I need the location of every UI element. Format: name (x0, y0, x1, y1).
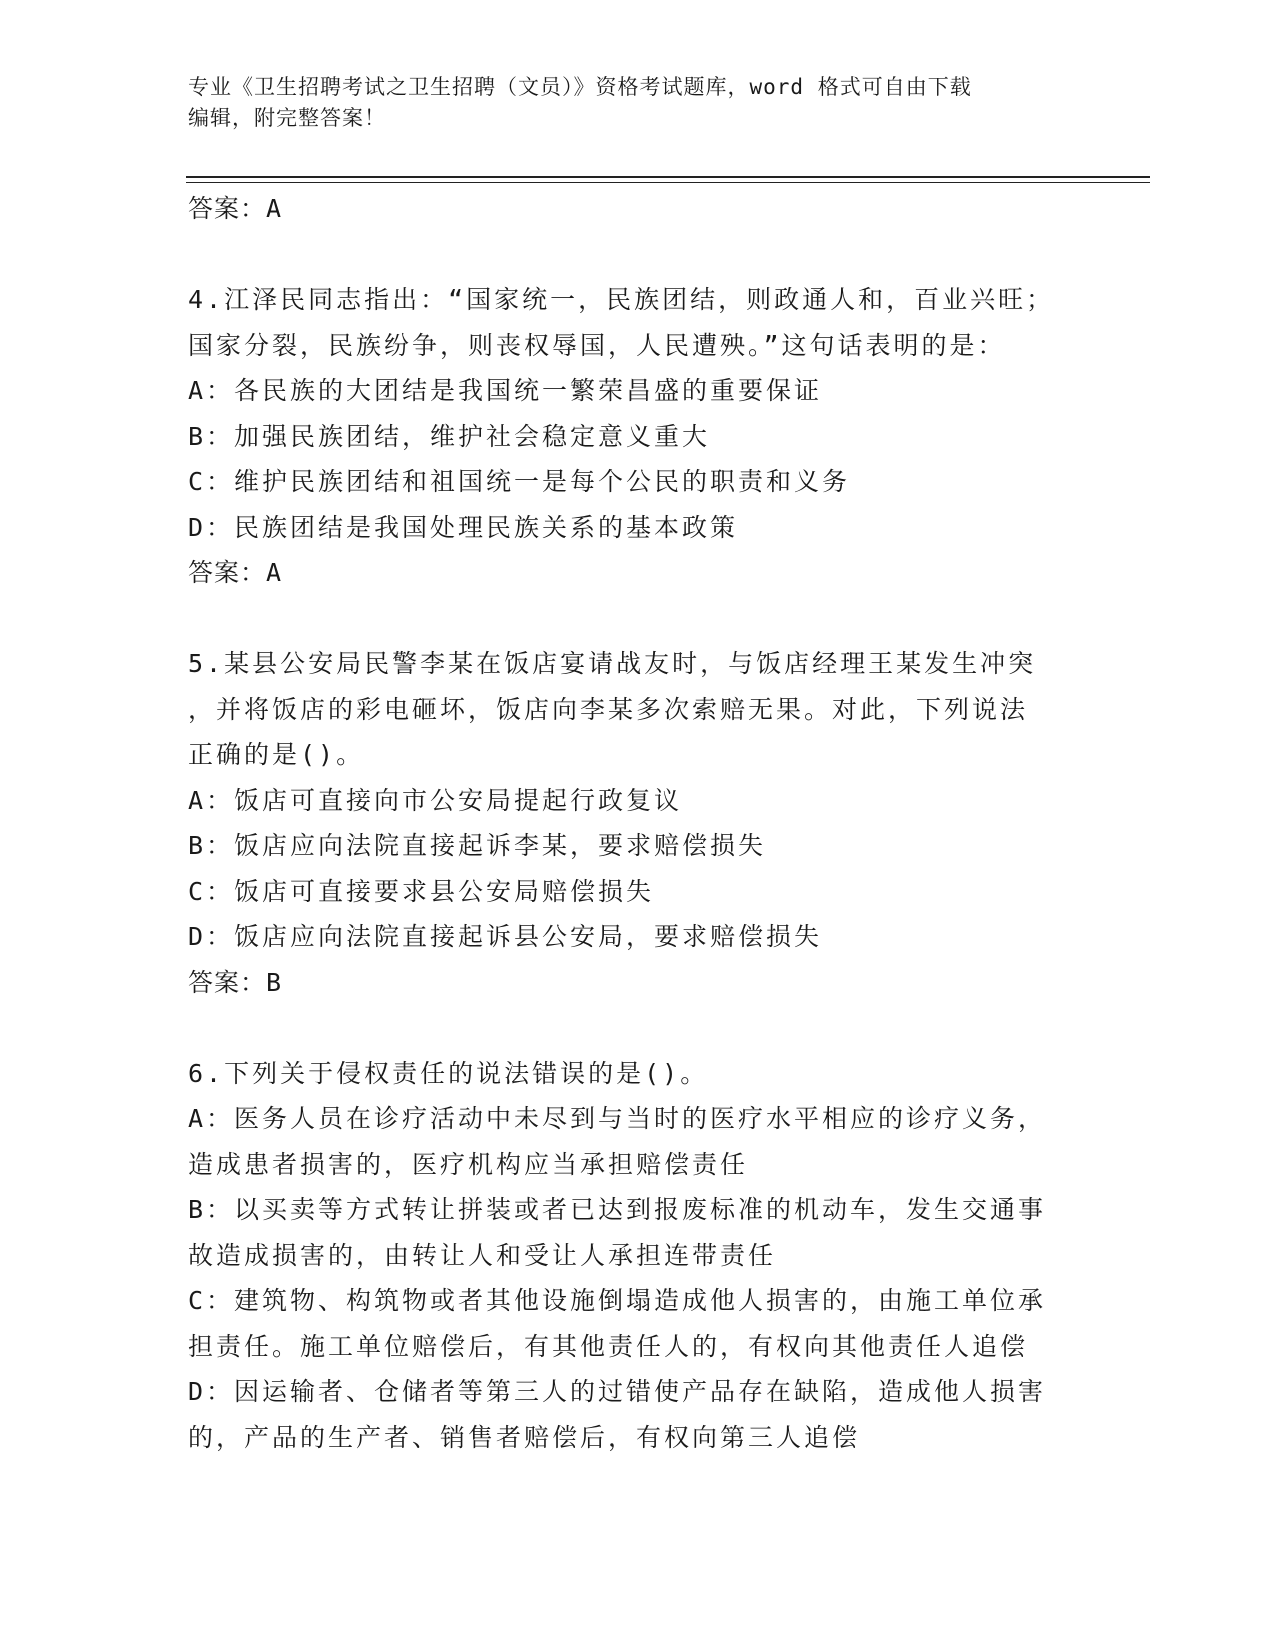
option-c: C：维护民族团结和祖国统一是每个公民的职责和义务 (188, 467, 851, 496)
answer-line: 答案：B (188, 967, 283, 997)
header-divider-thick (186, 176, 1150, 178)
option-b: B：饭店应向法院直接起诉李某，要求赔偿损失 (188, 831, 767, 860)
question-block-6 (188, 1051, 1088, 1461)
option-d: D：因运输者、仓储者等第三人的过错使产品存在缺陷，造成他人损害 (188, 1377, 1047, 1406)
option-d: D：饭店应向法院直接起诉县公安局，要求赔偿损失 (188, 922, 823, 951)
question-stem-line: 6.下列关于侵权责任的说法错误的是()。 (188, 1058, 709, 1088)
option-b: B：加强民族团结，维护社会稳定意义重大 (188, 421, 711, 451)
question-block-4 (188, 277, 1088, 596)
header-line-2: 编辑，附完整答案！ (188, 106, 386, 130)
spacer (188, 1005, 1088, 1051)
header-line-1: 专业《卫生招聘考试之卫生招聘（文员）》资格考试题库，word 格式可自由下载 (188, 75, 972, 99)
question-stem-line: 正确的是()。 (188, 740, 365, 769)
option-a-continuation: 造成患者损害的，医疗机构应当承担赔偿责任 (188, 1149, 749, 1179)
option-d: D：民族团结是我国处理民族关系的基本政策 (188, 512, 739, 542)
option-c: C：建筑物、构筑物或者其他设施倒塌造成他人损害的，由施工单位承 (188, 1286, 1047, 1315)
question-stem-line: 5.某县公安局民警李某在饭店宴请战友时，与饭店经理王某发生冲突 (188, 649, 1037, 678)
answer-line: 答案：A (188, 194, 283, 223)
spacer (188, 596, 1088, 642)
option-c-continuation: 担责任。施工单位赔偿后，有其他责任人的，有权向其他责任人追偿 (188, 1331, 1029, 1361)
option-c: C：饭店可直接要求县公安局赔偿损失 (188, 876, 655, 906)
question-stem-line: ，并将饭店的彩电砸坏，饭店向李某多次索赔无果。对此，下列说法 (188, 694, 1029, 724)
spacer (188, 232, 1088, 278)
option-a: A：各民族的大团结是我国统一繁荣昌盛的重要保证 (188, 376, 823, 405)
option-d-continuation: 的，产品的生产者、销售者赔偿后，有权向第三人追偿 (188, 1422, 861, 1452)
question-stem-line: 4.江泽民同志指出：“国家统一，民族团结，则政通人和，百业兴旺； (188, 285, 1055, 314)
question-block-5 (188, 641, 1088, 1005)
document-body (188, 186, 1088, 1460)
document-header (188, 72, 1088, 134)
answer-line: 答案：A (188, 558, 283, 587)
question-stem-line: 国家分裂，民族纷争，则丧权辱国，人民遭殃。”这句话表明的是： (188, 330, 1006, 360)
header-divider-thin (186, 182, 1150, 183)
option-a: A：饭店可直接向市公安局提起行政复议 (188, 785, 683, 815)
option-a: A：医务人员在诊疗活动中未尽到与当时的医疗水平相应的诊疗义务， (188, 1104, 1047, 1133)
option-b-continuation: 故造成损害的，由转让人和受让人承担连带责任 (188, 1240, 777, 1270)
option-b: B：以买卖等方式转让拼装或者已达到报废标准的机动车，发生交通事 (188, 1195, 1047, 1224)
